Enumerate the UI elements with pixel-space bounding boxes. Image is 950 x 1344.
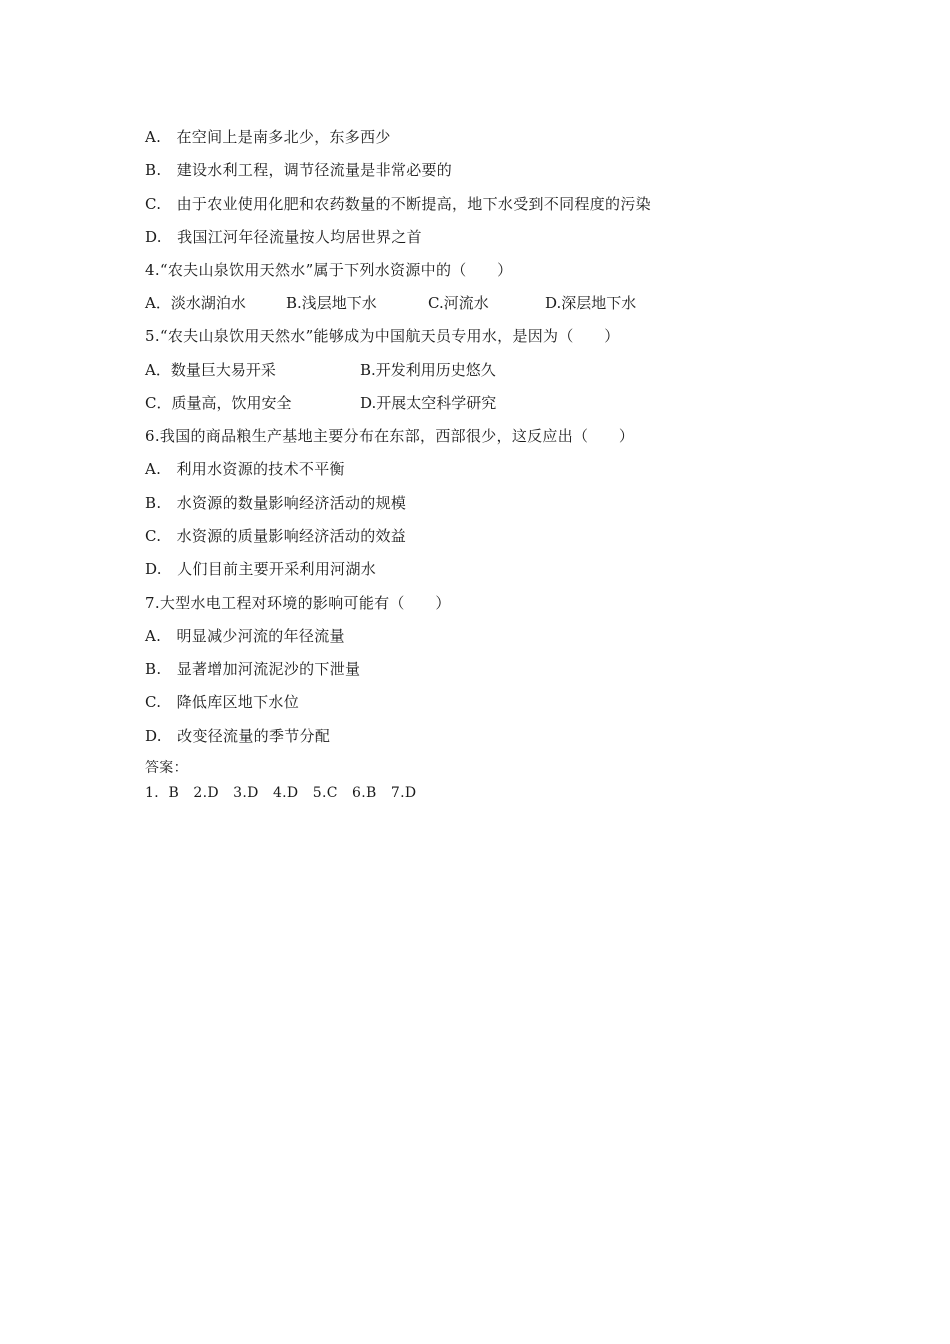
q6-option-a: A. 利用水资源的技术不平衡 xyxy=(145,460,345,478)
q5-options-row-2 xyxy=(145,393,845,413)
q7-stem: 7.大型水电工程对环境的影响可能有（ ） xyxy=(145,594,451,612)
q3-option-c: C. 由于农业使用化肥和农药数量的不断提高，地下水受到不同程度的污染 xyxy=(145,195,651,213)
q5-options-row-1 xyxy=(145,360,845,380)
q5-option-b: B.开发利用历史悠久 xyxy=(360,361,496,379)
q3-option-a: A. 在空间上是南多北少，东多西少 xyxy=(145,128,391,146)
q7-option-c: C. 降低库区地下水位 xyxy=(145,693,300,711)
q4-option-d: D.深层地下水 xyxy=(545,294,637,312)
q5-option-c: C．质量高，饮用安全 xyxy=(145,394,292,412)
q7-option-a: A. 明显减少河流的年径流量 xyxy=(145,627,345,645)
q6-option-c: C. 水资源的质量影响经济活动的效益 xyxy=(145,527,407,545)
q6-option-b: B. 水资源的数量影响经济活动的规模 xyxy=(145,494,407,512)
q6-option-d: D. 人们目前主要开采利用河湖水 xyxy=(145,560,377,578)
q7-option-d: D. 改变径流量的季节分配 xyxy=(145,727,331,745)
q7-option-b: B. 显著增加河流泥沙的下泄量 xyxy=(145,660,361,678)
q4-option-b: B.浅层地下水 xyxy=(286,294,377,312)
q4-stem: 4.“农夫山泉饮用天然水”属于下列水资源中的（ ） xyxy=(145,261,513,279)
q6-stem: 6.我国的商品粮生产基地主要分布在东部，西部很少，这反应出（ ） xyxy=(145,427,635,445)
q3-option-b: B. 建设水利工程，调节径流量是非常必要的 xyxy=(145,161,453,179)
answers-text: 1．B 2.D 3.D 4.D 5.C 6.B 7.D xyxy=(145,785,417,801)
q4-option-c: C.河流水 xyxy=(428,294,489,312)
q5-option-d: D.开展太空科学研究 xyxy=(360,394,497,412)
answers-label: 答案： xyxy=(145,760,188,776)
q5-option-a: A．数量巨大易开采 xyxy=(145,361,276,379)
q5-stem: 5.“农夫山泉饮用天然水”能够成为中国航天员专用水，是因为（ ） xyxy=(145,327,620,345)
q4-option-a: A．淡水湖泊水 xyxy=(145,294,246,312)
q3-option-d: D. 我国江河年径流量按人均居世界之首 xyxy=(145,228,422,246)
q4-options-row xyxy=(145,293,845,313)
